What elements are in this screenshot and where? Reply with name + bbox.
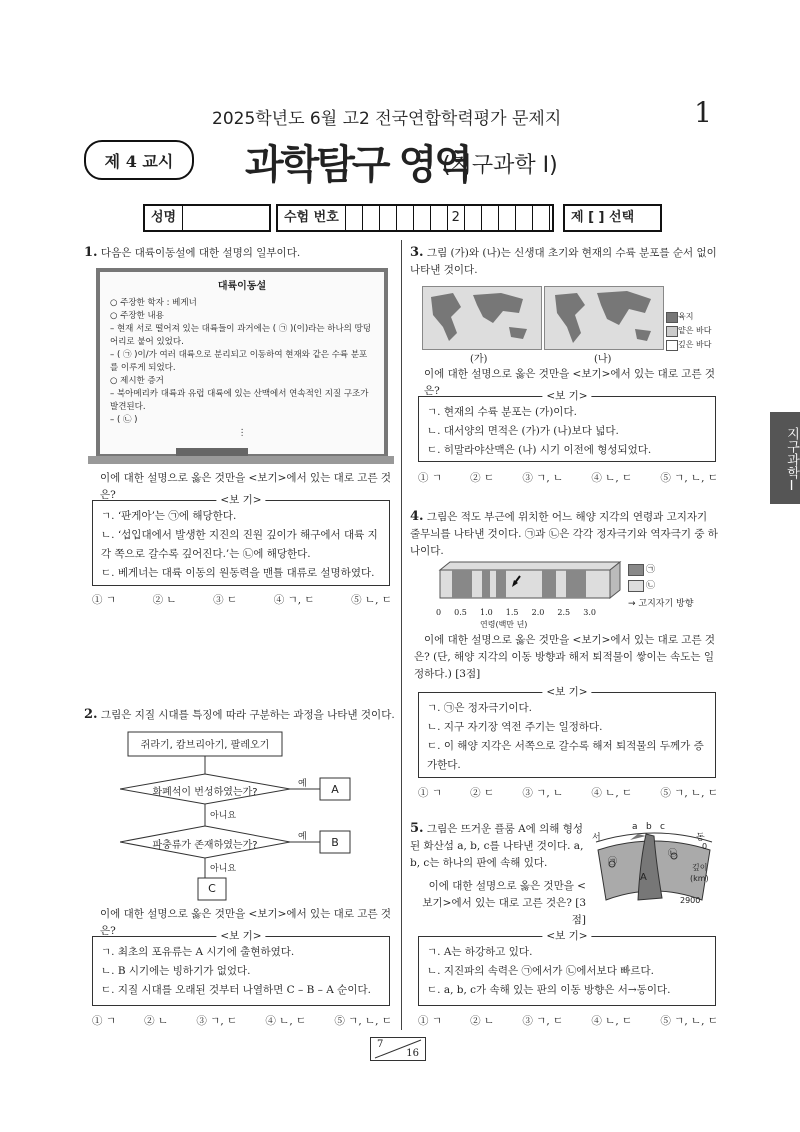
legend-land-swatch	[666, 312, 678, 323]
flow-yes-2: 예	[298, 832, 307, 842]
tick: 3.0	[583, 608, 596, 617]
legend-deep: 깊은 바다	[678, 340, 712, 349]
board-title: 대륙이동설	[217, 281, 267, 292]
board-line: – 북아메리카 대륙과 유럽 대륙에 있는 산맥에서 연속적인 지질 구조가 발견된다.	[110, 389, 369, 412]
board-tray	[88, 456, 394, 464]
board-line: – ( ㉠ )이/가 여러 대륙으로 분리되고 이동하여 현재와 같은 수륙 분포를 이루게 되었다.	[110, 350, 368, 373]
q4-legend-2: ㉡	[646, 581, 656, 591]
board-line: – ( ㉡ )	[110, 415, 138, 425]
q4-number: 4.	[410, 509, 424, 524]
flow-yes-1: 예	[298, 779, 307, 789]
tick: 1.5	[505, 608, 519, 617]
fig-b: b	[646, 822, 652, 832]
legend-shallow: 얕은 바다	[678, 326, 712, 335]
q2-choice-4[interactable]: ④ ㄴ, ㄷ	[265, 1015, 307, 1027]
q4-stem-text: 그림은 적도 부근에 위치한 어느 해양 지각의 연령과 고지자기 줄무늬를 나타낸 것이다. ㉠과 ㉡은 각각 정자극기와 역자극기 중 하나이다.	[410, 511, 718, 557]
column-divider	[401, 240, 402, 1030]
q5-bogi-box	[418, 930, 716, 1006]
legend-land: 육지	[678, 312, 694, 321]
fig-a: a	[632, 822, 638, 832]
q2-bogi-item: ㄷ. 지질 시대를 오래된 것부터 나열하면 C – B – A 순이다.	[101, 984, 371, 996]
footer-total-pages: 16	[406, 1048, 419, 1059]
legend-swatch-1	[628, 564, 644, 576]
q2-bogi-item: ㄴ. B 시기에는 빙하기가 없었다.	[101, 965, 251, 977]
exam-number-label: 수험 번호	[278, 206, 346, 230]
q3-choice-2[interactable]: ② ㄷ	[470, 472, 495, 484]
fig-zero: 0	[702, 842, 708, 851]
q4-bogi-item: ㄷ. 이 해양 지각은 서쪽으로 갈수록 해저 퇴적물의 두께가 증가한다.	[427, 740, 704, 771]
flow-box-a: A	[331, 783, 339, 796]
q1-choice-4[interactable]: ④ ㄱ, ㄷ	[273, 594, 315, 606]
q3-label-na: (나)	[594, 354, 612, 365]
q5-choice-2[interactable]: ② ㄴ	[470, 1015, 495, 1027]
tick: 0	[436, 608, 442, 617]
tick: 0.5	[454, 608, 467, 617]
flow-question-1: 화폐석이 번성하였는가?	[152, 787, 258, 798]
board-line: ○ 주장한 학자 : 베게너	[110, 298, 197, 308]
selection-label: 제 [ ] 선택	[571, 210, 635, 225]
q4-bogi-item: ㄱ. ㉠은 정자극기이다.	[427, 702, 532, 714]
tick: 2.0	[531, 608, 545, 617]
q3-map-ga	[422, 286, 542, 350]
q2-stem-text: 그림은 지질 시대를 특징에 따라 구분하는 과정을 나타낸 것이다.	[100, 709, 395, 721]
q5-stem	[410, 820, 590, 872]
q5-number: 5.	[410, 821, 424, 836]
q4-bogi-title: <보 기>	[542, 683, 591, 702]
q4-stem	[410, 508, 718, 560]
q5-stem-text: 그림은 뜨거운 플룸 A에 의해 형성된 화산섬 a, b, c를 나타낸 것이다. a, b, c는 하나의 판에 속해 있다.	[410, 823, 584, 869]
q3-bogi-item: ㄴ. 대서양의 면적은 (가)가 (나)보다 넓다.	[427, 425, 619, 437]
subject-title: (지구과학 Ⅰ)	[442, 153, 558, 178]
q4-legend-1: ㉠	[646, 565, 656, 575]
q3-stem	[410, 244, 718, 279]
q1-bogi-item: ㄱ. ‘판게아’는 ㉠에 해당한다.	[101, 510, 237, 522]
fig-west: 서	[592, 833, 601, 843]
q3-number: 3.	[410, 245, 424, 260]
q3-choice-1[interactable]: ① ㄱ	[418, 472, 442, 484]
q1-bogi-title: <보 기>	[216, 491, 265, 510]
q2-choices	[92, 1013, 392, 1028]
board-line: – 현재 서로 떨어져 있는 대륙들이 과거에는 ( ㉠ )(이)라는 하나의 땅덩어리로 붙어 있었다.	[110, 324, 372, 347]
q5-choice-5[interactable]: ⑤ ㄱ, ㄴ, ㄷ	[660, 1015, 718, 1027]
q4-stripe-diagram	[434, 560, 624, 608]
q4-legend-3: → 고지자기 방향	[628, 599, 694, 609]
q4-axis-label: 연령(백만 년)	[480, 620, 528, 629]
fig-depth: 깊이	[692, 863, 708, 872]
q2-stem	[84, 706, 396, 724]
q4-question: 이에 대한 설명으로 옳은 것만을 <보기>에서 있는 대로 고른 것은? (단, 해양 지각의 이동 방향과 해저 퇴적물이 쌓이는 속도는 일정하다.) [3점]	[414, 634, 716, 680]
board-line: ⋮	[237, 428, 247, 438]
footer-current-page: 7	[377, 1039, 384, 1050]
q1-choice-1[interactable]: ① ㄱ	[92, 594, 116, 606]
legend-deep-swatch	[666, 340, 678, 351]
q2-choice-3[interactable]: ③ ㄱ, ㄷ	[196, 1015, 238, 1027]
q1-number: 1.	[84, 245, 98, 260]
fig-c: c	[660, 822, 665, 832]
q3-question: 이에 대한 설명으로 옳은 것만을 <보기>에서 있는 대로 고른 것은?	[424, 368, 716, 397]
q3-bogi-item: ㄷ. 히말라야산맥은 (나) 시기 이전에 형성되었다.	[427, 444, 652, 456]
q2-number: 2.	[84, 707, 98, 722]
q3-legend	[678, 310, 711, 352]
q4-choice-1[interactable]: ① ㄱ	[418, 787, 442, 799]
flow-question-2: 파충류가 존재하였는가?	[152, 840, 258, 851]
q1-stem-text: 다음은 대륙이동설에 대한 설명의 일부이다.	[100, 247, 301, 259]
subject-side-tab: 지구과학Ⅰ	[770, 412, 800, 504]
flow-no-2: 아니요	[210, 864, 237, 874]
q2-bogi-item: ㄱ. 최초의 포유류는 A 시기에 출현하였다.	[101, 946, 295, 958]
q1-question: 이에 대한 설명으로 옳은 것만을 <보기>에서 있는 대로 고른 것은?	[100, 472, 392, 501]
fig-circle-2: ㉡	[668, 849, 678, 859]
q5-bogi-item: ㄷ. a, b, c가 속해 있는 판의 이동 방향은 서→동이다.	[427, 984, 671, 996]
exam-number-digit: 2	[448, 206, 465, 230]
page-number: 1	[694, 96, 712, 129]
tick: 2.5	[557, 608, 571, 617]
q3-choice-5[interactable]: ⑤ ㄱ, ㄴ, ㄷ	[660, 472, 718, 484]
q5-bogi-item: ㄴ. 지진파의 속력은 ㉠에서가 ㉡에서보다 빠르다.	[427, 965, 654, 977]
legend-swatch-2	[628, 580, 644, 592]
q5-choices	[418, 1013, 718, 1028]
name-label: 성명	[145, 206, 183, 230]
fig-2900: 2900	[680, 896, 701, 905]
q4-bogi-item: ㄴ. 지구 자기장 역전 주기는 일정하다.	[427, 721, 603, 733]
tick: 1.0	[479, 608, 493, 617]
name-box[interactable]	[143, 204, 271, 232]
q3-bogi-box	[418, 390, 716, 462]
q2-choice-2[interactable]: ② ㄴ	[144, 1015, 169, 1027]
legend-shallow-swatch	[666, 326, 678, 337]
magnetic-direction-label: 고지자기 방향	[638, 599, 694, 609]
q1-bogi-item: ㄴ. ‘섭입대에서 발생한 지진의 진원 깊이가 해구에서 대륙 지각 쪽으로 갈수록 깊어진다.’는 ㉡에 해당한다.	[101, 529, 378, 560]
q3-choice-4[interactable]: ④ ㄴ, ㄷ	[591, 472, 633, 484]
footer-page-indicator	[370, 1037, 426, 1061]
q3-choices	[418, 470, 718, 485]
q2-bogi-box	[92, 930, 390, 1006]
q1-bogi-item: ㄷ. 베게너는 대륙 이동의 원동력을 맨틀 대류로 설명하였다.	[101, 567, 375, 579]
fig-east: 동	[696, 833, 705, 843]
q5-question: 이에 대한 설명으로 옳은 것만을 <보기>에서 있는 대로 고른 것은? [3점]	[422, 880, 586, 926]
exam-title: 2025학년도 6월 고2 전국연합학력평가 문제지	[212, 109, 562, 129]
q4-choice-2[interactable]: ② ㄷ	[470, 787, 495, 799]
q5-choice-4[interactable]: ④ ㄴ, ㄷ	[591, 1015, 633, 1027]
q5-choice-3[interactable]: ③ ㄱ, ㄷ	[522, 1015, 564, 1027]
q4-bogi-box	[418, 686, 716, 778]
q1-bogi-box	[92, 494, 390, 586]
q1-choice-5[interactable]: ⑤ ㄴ, ㄷ	[351, 594, 392, 606]
q1-choices	[92, 592, 392, 607]
section-title: 과학탐구 영역	[245, 142, 470, 188]
q3-map-na	[544, 286, 664, 350]
q2-question: 이에 대한 설명으로 옳은 것만을 <보기>에서 있는 대로 고른 것은?	[100, 908, 392, 937]
q1-choice-2[interactable]: ② ㄴ	[152, 594, 177, 606]
q2-bogi-title: <보 기>	[216, 927, 265, 946]
q5-choice-1[interactable]: ① ㄱ	[418, 1015, 442, 1027]
q4-choices	[418, 785, 718, 800]
q3-stem-text: 그림 (가)와 (나)는 신생대 초기와 현재의 수륙 분포를 순서 없이 나타낸 것이다.	[410, 247, 717, 276]
q4-choice-4[interactable]: ④ ㄴ, ㄷ	[591, 787, 633, 799]
q5-bogi-item: ㄱ. A는 하강하고 있다.	[427, 946, 533, 958]
board-line: ○ 주장한 내용	[110, 311, 164, 321]
q4-choice-3[interactable]: ③ ㄱ, ㄴ	[522, 787, 564, 799]
exam-number-box[interactable]	[276, 204, 554, 232]
q1-whiteboard	[96, 268, 388, 458]
board-eraser	[176, 448, 248, 456]
q3-label-ga: (가)	[470, 354, 488, 365]
q3-choice-3[interactable]: ③ ㄱ, ㄴ	[522, 472, 564, 484]
fig-plume-a: A	[640, 872, 647, 883]
flow-box-c: C	[208, 882, 216, 895]
q2-choice-1[interactable]: ① ㄱ	[92, 1015, 116, 1027]
fig-km: (km)	[690, 874, 709, 883]
q3-bogi-item: ㄱ. 현재의 수륙 분포는 (가)이다.	[427, 406, 577, 418]
q1-choice-3[interactable]: ③ ㄷ	[213, 594, 238, 606]
q4-axis-ticks	[436, 608, 596, 617]
flow-no-1: 아니요	[210, 811, 237, 821]
q3-bogi-title: <보 기>	[542, 387, 591, 406]
q2-choice-5[interactable]: ⑤ ㄱ, ㄴ, ㄷ	[334, 1015, 392, 1027]
period-badge: 제 4 교시	[84, 140, 194, 180]
selection-box[interactable]	[563, 204, 662, 232]
flow-box-b: B	[331, 836, 339, 849]
board-line: ○ 제시한 증거	[110, 376, 164, 386]
fig-circle-1: ㉠	[608, 857, 618, 867]
q2-flowchart	[120, 728, 360, 908]
flow-start-label: 쥐라기, 캄브리아기, 팔레오기	[140, 740, 270, 751]
q5-bogi-title: <보 기>	[542, 927, 591, 946]
q1-stem	[84, 244, 394, 262]
q4-choice-5[interactable]: ⑤ ㄱ, ㄴ, ㄷ	[660, 787, 718, 799]
